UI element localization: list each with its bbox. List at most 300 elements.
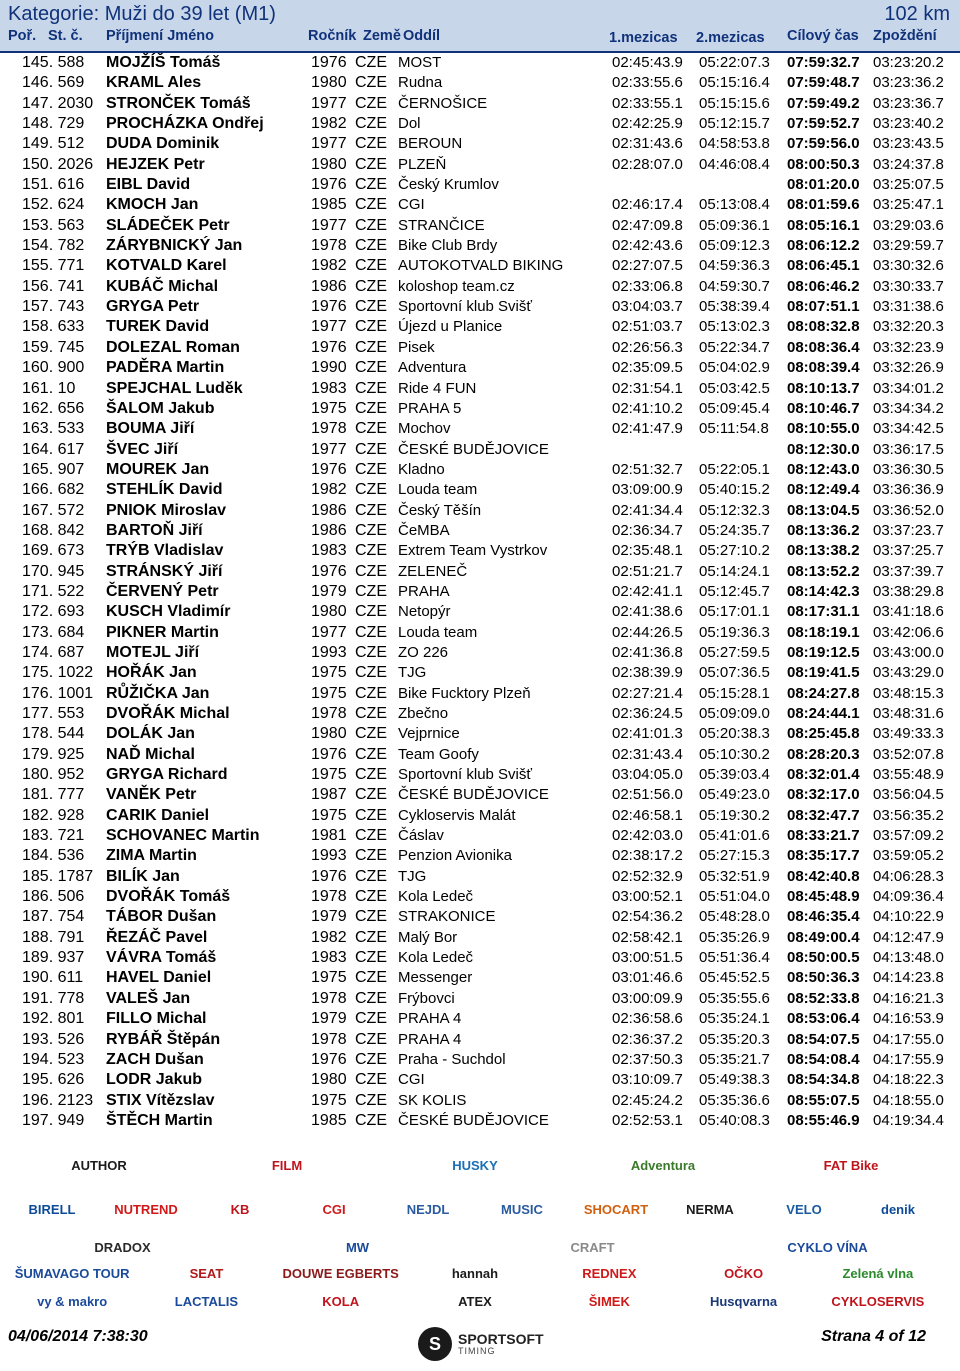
club-name: Kladno [398,460,445,478]
delay-time: 04:06:28.3 [873,867,944,885]
split2-time: 05:15:16.4 [699,74,770,92]
finish-time: 08:46:35.4 [787,908,860,926]
sponsor-logo: LACTALIS [174,1293,239,1309]
country-code: CZE [355,603,387,621]
delay-time: 04:18:22.3 [873,1071,944,1089]
rider-name: DOLEZAL Roman [106,338,240,356]
start-position: 190. 611 [22,969,84,987]
table-row [0,175,960,195]
split1-time: 02:41:34.4 [612,501,683,519]
delay-time: 03:25:47.1 [873,196,944,214]
sponsor-logo: CYKLOSERVIS [831,1293,925,1309]
split2-time: 05:40:08.3 [699,1111,770,1129]
table-row [0,1030,960,1050]
table-row [0,73,960,93]
split2-time: 05:13:08.4 [699,196,770,214]
birth-year: 1975 [311,664,347,682]
rider-name: ZÁRYBNICKÝ Jan [106,237,243,255]
rider-name: VANĚK Petr [106,786,197,804]
country-code: CZE [355,582,387,600]
table-row [0,1009,960,1029]
col-split2: 2.mezicas [696,30,765,46]
category-title: Kategorie: Muži do 39 let (M1) [8,3,276,25]
table-row [0,297,960,317]
table-row [0,602,960,622]
table-row [0,907,960,927]
start-position: 196. 2123 [22,1091,94,1109]
country-code: CZE [355,1010,387,1028]
delay-time: 03:37:39.7 [873,562,944,580]
country-code: CZE [355,806,387,824]
finish-time: 08:08:39.4 [787,359,860,377]
split2-time: 05:35:20.3 [699,1030,770,1048]
finish-time: 07:59:56.0 [787,135,860,153]
club-name: PLZEŇ [398,155,447,173]
club-name: TJG [398,664,427,682]
table-row [0,53,960,73]
start-position: 181. 777 [22,786,85,804]
finish-time: 08:13:04.5 [787,501,860,519]
birth-year: 1985 [311,1111,347,1129]
split2-time: 05:15:28.1 [699,684,770,702]
table-row [0,195,960,215]
sponsor-logo: ATEX [458,1293,492,1309]
start-position: 185. 1787 [22,867,94,885]
birth-year: 1975 [311,969,347,987]
split1-time: 03:04:05.0 [612,766,683,784]
split2-time: 05:17:01.1 [699,603,770,621]
rider-name: BARTOŇ Jiří [106,521,203,539]
table-row [0,724,960,744]
rider-name: HAVEL Daniel [106,969,212,987]
split1-time: 02:45:24.2 [612,1091,683,1109]
country-code: CZE [355,501,387,519]
country-code: CZE [355,684,387,702]
club-name: Cykloservis Malát [398,806,516,824]
delay-time: 03:55:48.9 [873,766,944,784]
club-name: ZELENEČ [398,562,468,580]
split1-time: 02:51:56.0 [612,786,683,804]
birth-year: 1982 [311,115,347,133]
birth-year: 1976 [311,338,347,356]
club-name: ČeMBA [398,521,450,539]
start-position: 146. 569 [22,74,85,92]
table-row [0,114,960,134]
club-name: Louda team [398,481,478,499]
start-position: 171. 522 [22,582,85,600]
table-row [0,501,960,521]
rider-name: TÁBOR Dušan [106,908,217,926]
delay-time: 03:43:29.0 [873,664,944,682]
split1-time: 03:00:51.5 [612,949,683,967]
club-name: ČESKÉ BUDĚJOVICE [398,440,549,458]
club-name: Zbečno [398,705,449,722]
birth-year: 1975 [311,1091,347,1109]
delay-time: 04:17:55.0 [873,1030,944,1048]
country-code: CZE [355,298,387,316]
birth-year: 1976 [311,54,347,71]
country-code: CZE [355,54,387,71]
finish-time: 08:42:40.8 [787,867,860,885]
delay-time: 03:29:03.6 [873,216,944,234]
country-code: CZE [355,318,387,336]
finish-time: 08:13:36.2 [787,521,860,539]
sponsor-logo: CYKLO VÍNA [787,1239,868,1255]
table-row [0,867,960,887]
finish-time: 08:50:36.3 [787,969,860,987]
rider-name: VÁVRA Tomáš [106,949,217,967]
start-position: 173. 684 [22,623,85,641]
rider-name: MOJŽÍŠ Tomáš [106,54,221,71]
start-position: 169. 673 [22,542,85,560]
club-name: PRAHA [398,582,450,600]
sponsor-logo: AUTHOR [71,1157,127,1173]
table-row [0,684,960,704]
split2-time: 05:12:45.7 [699,582,770,600]
table-row [0,948,960,968]
rider-name: RŮŽIČKA Jan [106,684,210,702]
country-code: CZE [355,1111,387,1129]
sponsor-logo: VELO [786,1201,822,1217]
birth-year: 1983 [311,949,347,967]
start-position: 163. 533 [22,420,85,438]
country-code: CZE [355,257,387,275]
split1-time: 02:58:42.1 [612,928,683,946]
split1-time: 02:33:55.6 [612,74,683,92]
country-code: CZE [355,766,387,784]
sponsor-logo: KB [230,1201,250,1217]
birth-year: 1976 [311,460,347,478]
col-split1: 1.mezicas [609,30,678,46]
club-name: PRAHA 4 [398,1010,462,1028]
finish-time: 08:14:42.3 [787,582,860,600]
delay-time: 03:36:36.9 [873,481,944,499]
table-row [0,134,960,154]
page-number: Strana 4 of 12 [821,1328,926,1345]
split2-time: 05:15:15.6 [699,94,770,112]
delay-time: 03:36:30.5 [873,460,944,478]
table-row [0,806,960,826]
country-code: CZE [355,277,387,295]
split2-time: 05:35:55.6 [699,989,770,1007]
country-code: CZE [355,928,387,946]
club-name: Český Těšín [398,501,482,519]
start-position: 152. 624 [22,196,85,214]
split2-time: 05:13:02.3 [699,318,770,336]
club-name: Sportovní klub Svišť [398,766,533,784]
start-position: 197. 949 [22,1111,85,1129]
split1-time: 02:45:43.9 [612,54,683,71]
split1-time: 02:27:07.5 [612,257,683,275]
club-name: Pisek [398,338,435,356]
club-name: Rudna [398,74,443,92]
rider-name: SCHOVANEC Martin [106,827,260,845]
start-position: 156. 741 [22,277,85,295]
birth-year: 1980 [311,725,347,743]
birth-year: 1982 [311,257,347,275]
split2-time: 05:12:15.7 [699,115,770,133]
birth-year: 1980 [311,155,347,173]
split1-time: 02:31:43.6 [612,135,683,153]
split2-time: 05:35:26.9 [699,928,770,946]
sponsor-logo: NUTREND [114,1201,178,1217]
table-row [0,968,960,988]
split2-time: 05:14:24.1 [699,562,770,580]
country-code: CZE [355,399,387,417]
rider-name: GRYGA Richard [106,766,228,784]
start-position: 192. 801 [22,1010,85,1028]
table-row [0,480,960,500]
country-code: CZE [355,623,387,641]
birth-year: 1990 [311,359,347,377]
sponsor-logo: HUSKY [452,1157,498,1173]
birth-year: 1986 [311,501,347,519]
split2-time: 04:59:36.3 [699,257,770,275]
table-row [0,521,960,541]
split1-time: 02:33:06.8 [612,277,683,295]
finish-time: 08:32:47.7 [787,806,860,824]
table-row [0,358,960,378]
rider-name: TRÝB Vladislav [106,542,224,560]
split1-time: 03:00:52.1 [612,888,683,906]
club-name: STRAKONICE [398,908,496,926]
sponsor-logo: SEAT [189,1265,224,1281]
split2-time: 05:03:42.5 [699,379,770,397]
table-row [0,582,960,602]
rider-name: CARIK Daniel [106,806,210,824]
birth-year: 1978 [311,705,347,722]
table-row [0,460,960,480]
club-name: Dol [398,115,421,133]
rider-name: STIX Vítězslav [106,1091,215,1109]
rider-name: ČERVENÝ Petr [106,582,219,600]
table-row [0,155,960,175]
club-name: Újezd u Planice [398,318,503,336]
delay-time: 03:23:36.7 [873,94,944,112]
delay-time: 03:38:29.8 [873,582,944,600]
finish-time: 07:59:32.7 [787,54,860,71]
start-position: 172. 693 [22,603,85,621]
start-position: 160. 900 [22,359,85,377]
split1-time: 02:46:58.1 [612,806,683,824]
delay-time: 03:57:09.2 [873,827,944,845]
split1-time: 02:52:32.9 [612,867,683,885]
split2-time: 04:59:30.7 [699,277,770,295]
split2-time: 05:45:52.5 [699,969,770,987]
split1-time: 02:36:34.7 [612,521,683,539]
split1-time: 02:31:43.4 [612,745,683,763]
sportsoft-logo [418,1322,544,1366]
table-row [0,94,960,114]
split1-time: 03:09:00.9 [612,481,683,499]
finish-time: 08:45:48.9 [787,888,860,906]
country-code: CZE [355,74,387,92]
delay-time: 03:23:36.2 [873,74,944,92]
table-row [0,1050,960,1070]
col-year: Ročník [308,28,357,44]
split2-time: 05:27:10.2 [699,542,770,560]
birth-year: 1977 [311,623,347,641]
club-name: Malý Bor [398,928,458,946]
club-name: ZO 226 [398,643,449,661]
country-code: CZE [355,1030,387,1048]
rider-name: HOŘÁK Jan [106,664,197,682]
sponsor-logo: CGI [322,1201,346,1217]
split1-time: 02:38:39.9 [612,664,683,682]
sponsor-logo: MUSIC [501,1201,543,1217]
sponsor-logo: Adventura [630,1157,696,1173]
start-position: 182. 928 [22,806,85,824]
finish-time: 08:12:49.4 [787,481,860,499]
finish-time: 08:13:52.2 [787,562,860,580]
split2-time: 05:32:51.9 [699,867,770,885]
table-row [0,562,960,582]
start-position: 193. 526 [22,1030,85,1048]
country-code: CZE [355,460,387,478]
split2-time: 05:09:12.3 [699,237,770,255]
rider-name: GRYGA Petr [106,298,200,316]
sportsoft-brand: SPORTSOFT [458,1331,544,1347]
birth-year: 1978 [311,420,347,438]
split1-time: 02:54:36.2 [612,908,683,926]
split2-time: 05:49:38.3 [699,1071,770,1089]
club-name: Messenger [398,969,473,987]
split2-time: 05:19:36.3 [699,623,770,641]
finish-time: 08:55:46.9 [787,1111,860,1129]
country-code: CZE [355,725,387,743]
delay-time: 03:52:07.8 [873,745,944,763]
split1-time: 02:41:36.8 [612,643,683,661]
table-row [0,623,960,643]
finish-time: 08:01:59.6 [787,196,860,214]
birth-year: 1982 [311,481,347,499]
start-position: 183. 721 [22,827,85,845]
table-row [0,745,960,765]
sponsor-logo: MW [345,1239,370,1255]
finish-time: 08:18:19.1 [787,623,860,641]
split2-time: 05:22:34.7 [699,338,770,356]
birth-year: 1975 [311,766,347,784]
table-row [0,216,960,236]
start-position: 187. 754 [22,908,85,926]
birth-year: 1986 [311,277,347,295]
start-position: 191. 778 [22,989,85,1007]
col-delay: Zpoždění [873,28,937,44]
finish-time: 08:50:00.5 [787,949,860,967]
birth-year: 1979 [311,1010,347,1028]
birth-year: 1983 [311,542,347,560]
country-code: CZE [355,521,387,539]
delay-time: 03:29:59.7 [873,237,944,255]
start-position: 165. 907 [22,460,85,478]
finish-time: 08:33:21.7 [787,827,860,845]
rider-name: LODR Jakub [106,1071,203,1089]
split1-time: 02:51:21.7 [612,562,683,580]
sponsor-logo: vy & makro [37,1293,108,1309]
rider-name: NAĎ Michal [106,745,195,763]
sponsor-logo: Zelená vlna [842,1265,914,1281]
print-datetime: 04/06/2014 7:38:30 [8,1328,148,1345]
split2-time: 05:11:54.8 [699,420,769,438]
finish-time: 08:28:20.3 [787,745,860,763]
birth-year: 1975 [311,806,347,824]
rider-name: STRÁNSKÝ Jiří [106,562,223,580]
split1-time: 02:35:09.5 [612,359,683,377]
club-name: STRANČICE [398,216,485,234]
country-code: CZE [355,786,387,804]
sponsor-logo: DRADOX [94,1239,151,1255]
start-position: 151. 616 [22,176,85,194]
delay-time: 03:30:32.6 [873,257,944,275]
start-position: 167. 572 [22,501,85,519]
start-position: 154. 782 [22,237,85,255]
finish-time: 08:10:13.7 [787,379,860,397]
birth-year: 1976 [311,867,347,885]
finish-time: 08:54:08.4 [787,1050,860,1068]
delay-time: 03:42:06.6 [873,623,944,641]
delay-time: 04:14:23.8 [873,969,944,987]
table-row [0,704,960,724]
club-name: PRAHA 4 [398,1030,462,1048]
country-code: CZE [355,562,387,580]
split1-time: 03:04:03.7 [612,298,683,316]
delay-time: 03:36:17.5 [873,440,944,458]
sponsor-logo: FILM [271,1157,303,1173]
finish-time: 08:54:07.5 [787,1030,860,1048]
delay-time: 03:37:25.7 [873,542,944,560]
finish-time: 08:24:27.8 [787,684,860,702]
club-name: Netopýr [398,603,451,621]
country-code: CZE [355,176,387,194]
delay-time: 03:25:07.5 [873,176,944,194]
rider-name: BOUMA Jiří [106,420,195,438]
split2-time: 05:39:03.4 [699,766,770,784]
start-position: 178. 544 [22,725,85,743]
rider-name: HEJZEK Petr [106,155,205,173]
delay-time: 03:56:04.5 [873,786,944,804]
rider-name: ZIMA Martin [106,847,197,865]
finish-time: 08:35:17.7 [787,847,860,865]
start-position: 194. 523 [22,1050,85,1068]
rider-name: PNIOK Miroslav [106,501,227,519]
birth-year: 1981 [311,827,347,845]
birth-year: 1976 [311,176,347,194]
split2-time: 05:22:07.3 [699,54,770,71]
start-position: 174. 687 [22,643,85,661]
table-row [0,419,960,439]
finish-time: 08:08:36.4 [787,338,860,356]
delay-time: 03:41:18.6 [873,603,944,621]
start-position: 179. 925 [22,745,85,763]
finish-time: 08:05:16.1 [787,216,860,234]
results-header [0,0,960,51]
birth-year: 1977 [311,135,347,153]
sponsor-logo: denik [881,1201,915,1217]
table-row [0,887,960,907]
start-position: 186. 506 [22,888,85,906]
delay-time: 04:10:22.9 [873,908,944,926]
finish-time: 08:08:32.8 [787,318,860,336]
split1-time: 02:28:07.0 [612,155,683,173]
rider-name: SPEJCHAL Luděk [106,379,243,397]
club-name: ČERNOŠICE [398,94,488,112]
club-name: Praha - Suchdol [398,1050,506,1068]
split2-time: 05:09:36.1 [699,216,770,234]
finish-time: 07:59:52.7 [787,115,860,133]
split2-time: 05:38:39.4 [699,298,770,316]
finish-time: 08:19:12.5 [787,643,860,661]
split2-time: 05:20:38.3 [699,725,770,743]
